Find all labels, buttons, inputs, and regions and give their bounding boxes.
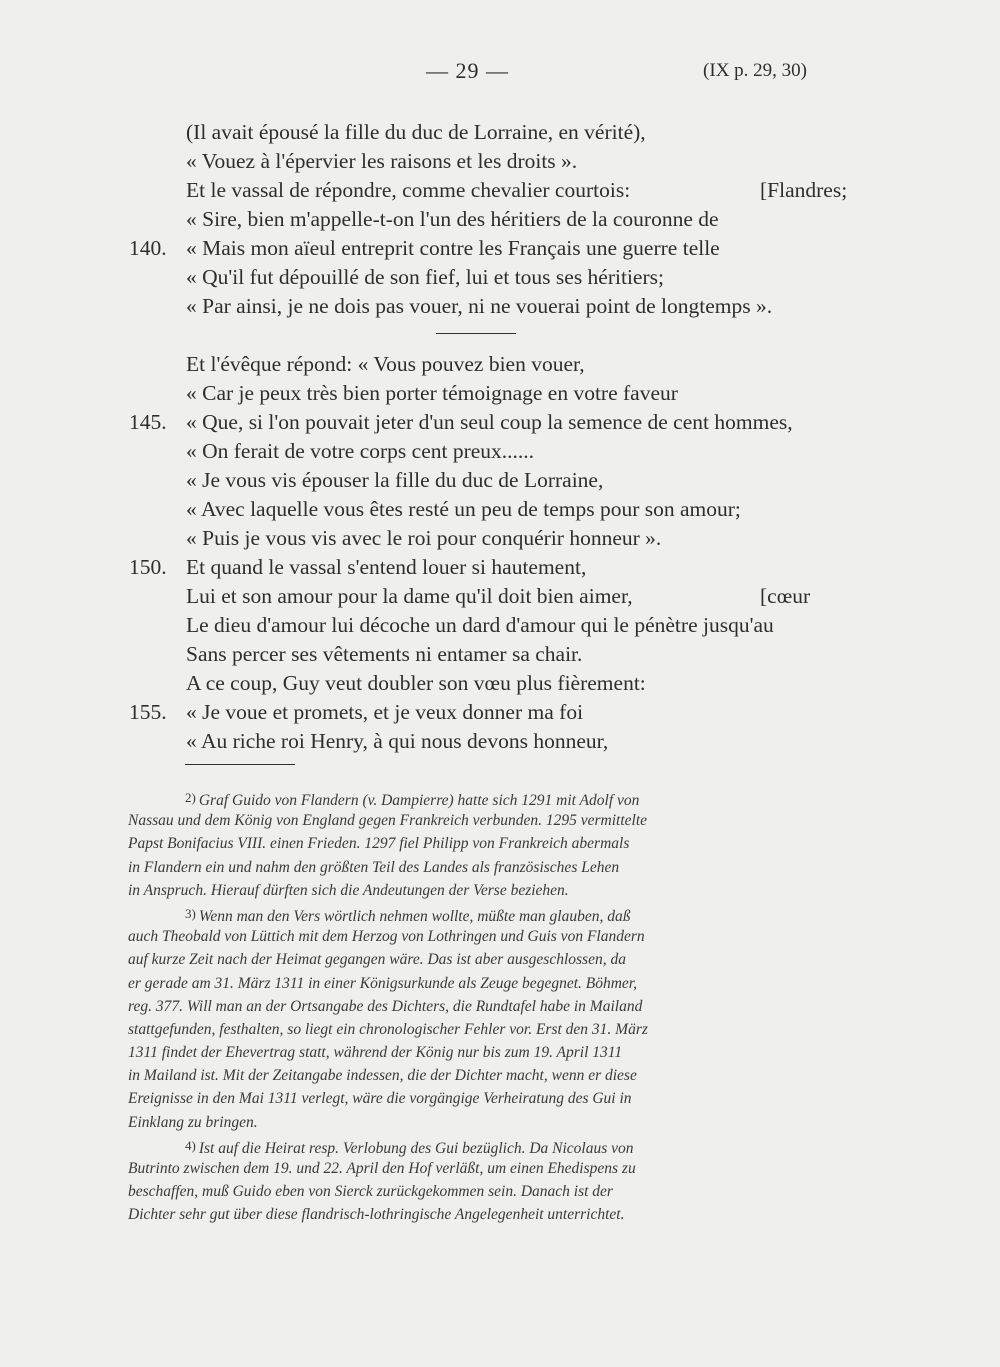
verse-line [120,205,840,234]
page-reference: (IX p. 29, 30) [703,60,807,81]
footnote-text-line: 1311 findet der Ehevertrag statt, während der König nur bis zum 19. April 1311 [128,1044,623,1062]
verse-line [120,408,840,437]
footnote-text-line: auf kurze Zeit nach der Heimat gegangen wäre. Das ist aber ausgeschlossen, da [128,951,626,969]
verse-text: Le dieu d'amour lui décoche un dard d'amour qui le pénètre jusqu'au [186,613,774,637]
verse-text: « Au riche roi Henry, à qui nous devons honneur, [186,729,609,753]
footnote [128,1134,818,1227]
verse-text: « Que, si l'on pouvait jeter d'un seul coup la semence de cent hommes, [186,410,793,434]
verse-text: « Je voue et promets, et je veux donner ma foi [186,700,584,724]
poem-text [120,118,848,756]
footnote-text-line: Graf Guido von Flandern (v. Dampierre) hatte sich 1291 mit Adolf von [198,792,640,809]
verse-line [120,176,848,205]
verse-line [120,495,840,524]
line-number: 145. [129,410,167,434]
page-number: — 29 — [426,58,509,83]
verse-text: « Car je peux très bien porter témoignage en votre faveur [186,381,678,405]
verse-line [120,437,840,466]
footnote-text-line: auch Theobald von Lüttich mit dem Herzog von Lothringen und Guis von Flandern [128,928,645,946]
footnote-rule [185,764,295,765]
line-number: 140. [129,236,167,260]
verse-text: Sans percer ses vêtements ni entamer sa chair. [186,642,583,666]
verse-text: Et l'évêque répond: « Vous pouvez bien vouer, [186,352,585,376]
verse-continuation: [cœur [760,584,811,608]
verse-line [120,118,840,147]
stanza-first [120,118,848,321]
footnote-text-line: Dichter sehr gut über diese flandrisch-lothringische Angelegenheit unterrichtet. [128,1206,625,1224]
verse-text: « Puis je vous vis avec le roi pour conquérir honneur ». [186,526,662,550]
footnote-text-line: beschaffen, muß Guido eben von Sierck zurückgekommen sein. Danach ist der [128,1183,613,1201]
verse-line [120,350,840,379]
verse-text: « Mais mon aïeul entreprit contre les Français une guerre telle [186,236,720,260]
verse-text: Et le vassal de répondre, comme chevalier courtois: [186,178,631,202]
verse-line [120,582,840,611]
verse-line [120,611,840,640]
verse-line [120,234,840,263]
verse-text: « Avec laquelle vous êtes resté un peu de temps pour son amour; [186,497,741,521]
verse-text: Et quand le vassal s'entend louer si hautement, [186,555,587,579]
verse-line [120,727,840,756]
verse-line [120,640,840,669]
verse-line [120,669,840,698]
footnote-mark: 3) [185,905,196,921]
footnote [128,902,818,1134]
footnote-text-line: Butrinto zwischen dem 19. und 22. April den Hof verläßt, um einen Ehedispens zu [128,1160,636,1177]
verse-text: A ce coup, Guy veut doubler son vœu plus fièrement: [186,671,646,695]
verse-text: « Vouez à l'épervier les raisons et les droits ». [186,149,578,173]
footnote-text-line: in Anspruch. Hierauf dürften sich die Andeutungen der Verse beziehen. [128,881,569,899]
verse-line [120,524,840,553]
verse-line [120,698,840,727]
verse-text: Lui et son amour pour la dame qu'il doit bien aimer, [186,584,633,608]
verse-line [120,553,840,582]
verse-text: « Sire, bien m'appelle-t-on l'un des héritiers de la couronne de [186,207,719,231]
footnote [128,786,818,902]
page-header [0,58,1000,88]
stanza-separator [120,321,840,350]
line-number: 155. [129,700,167,724]
footnote-text-line: er gerade am 31. März 1311 in einer Königsurkunde als Zeuge begegnet. Böhmer, [128,974,637,992]
footnote-mark: 2) [185,790,196,805]
footnote-text-line: Ist auf die Heirat resp. Verlobung des Gui bezüglich. Da Nicolaus von [198,1139,634,1157]
footnote-text-line: Papst Bonifacius VIII. einen Frieden. 1297 fiel Philipp von Frankreich abermals [128,835,630,853]
footnote-text-line: in Mailand ist. Mit der Zeitangabe indessen, die der Dichter macht, wenn er diese [128,1067,637,1085]
verse-line [120,379,840,408]
footnote-text-line: Ereignisse in den Mai 1311 verlegt, wäre die vorgängige Verheiratung des Gui in [128,1090,632,1108]
footnote-text-line: Einklang zu bringen. [128,1113,258,1131]
line-number: 150. [129,555,167,579]
verse-text: « On ferait de votre corps cent preux...... [186,439,535,463]
verse-line [120,466,840,495]
footnote-text-line: stattgefunden, festhalten, so liegt ein chronologischer Fehler vor. Erst den 31. März [128,1020,648,1038]
verse-line [120,292,840,321]
verse-text: « Qu'il fut dépouillé de son fief, lui et tous ses héritiers; [186,265,664,289]
footnote-mark: 4) [185,1137,196,1153]
footnote-text-line: Wenn man den Vers wörtlich nehmen wollte, müßte man glauben, daß [198,907,631,925]
verse-continuation: [Flandres; [760,178,848,202]
verse-line [120,147,840,176]
verse-line [120,263,840,292]
stanza-second [120,350,840,756]
verse-text: (Il avait épousé la fille du duc de Lorraine, en vérité), [186,120,646,144]
footnote-text-line: reg. 377. Will man an der Ortsangabe des Dichters, die Rundtafel habe in Mailand [128,997,643,1015]
verse-text: « Par ainsi, je ne dois pas vouer, ni ne vouerai point de longtemps ». [186,294,773,318]
verse-text: « Je vous vis épouser la fille du duc de Lorraine, [186,468,604,492]
footnotes [128,786,818,1227]
footnote-text-line: in Flandern ein und nahm den größten Teil des Landes als französisches Lehen [128,858,620,876]
footnote-text-line: Nassau und dem König von England gegen Frankreich verbunden. 1295 vermittelte [128,812,648,830]
